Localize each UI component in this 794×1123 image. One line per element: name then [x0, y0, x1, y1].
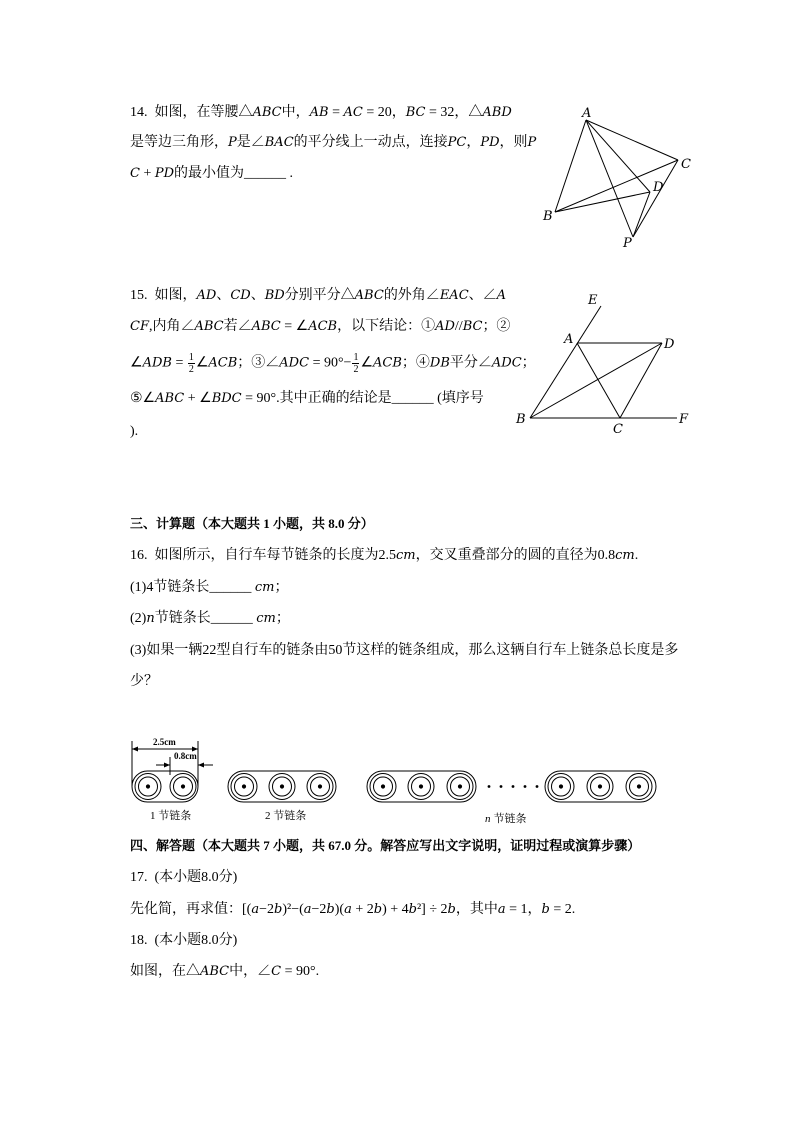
section-answer-heading: 四、解答题（本大题共 7 小题，共 67.0 分。解答应写出文字说明，证明过程或演算步骤） — [130, 838, 641, 853]
text-segment: 17. (本小题8.0分) — [130, 870, 238, 885]
math-segment: b — [541, 902, 550, 917]
vertex-label-c: C — [681, 157, 691, 172]
text-segment: ； — [274, 580, 289, 595]
math-segment: a — [303, 902, 312, 917]
problem-16-line-5 — [130, 672, 158, 692]
problem-18-line-1 — [130, 931, 237, 951]
arrowhead-left — [132, 747, 138, 752]
problem-15-line-2 — [130, 317, 510, 337]
math-segment: b — [373, 902, 383, 917]
n-links-caption — [485, 811, 527, 825]
n-links-caption-text: 节链条 — [493, 813, 527, 825]
math-segment: ABC — [354, 288, 384, 303]
text-segment: ∠ — [195, 355, 209, 371]
math-segment: CF — [130, 319, 149, 334]
fraction-numerator: 1 — [353, 352, 359, 363]
text-segment: 、 — [216, 288, 231, 303]
roller-pin — [598, 785, 601, 788]
math-segment: b — [408, 902, 417, 917]
math-segment: P — [228, 135, 237, 150]
two-links-caption: 2 节链条 — [265, 810, 307, 822]
problem-14-triangle-figure — [535, 100, 695, 252]
math-segment: ABC — [155, 391, 185, 406]
math-segment: ADC — [279, 355, 310, 371]
problem-15-line-4 — [130, 389, 484, 409]
math-segment: AD — [435, 319, 455, 334]
problem-18-line-2 — [130, 962, 319, 982]
chain-roller — [231, 774, 257, 800]
text-segment: = 1， — [505, 902, 542, 917]
segment-ac — [577, 343, 620, 418]
math-segment: ADB — [142, 355, 172, 371]
math-segment: ABC — [252, 105, 282, 120]
text-segment: ⑤∠ — [130, 391, 156, 406]
text-segment: 18. (本小题8.0分) — [130, 933, 238, 948]
problem-16-line-1 — [130, 546, 638, 566]
fraction-numerator: 1 — [188, 352, 194, 363]
math-segment: b — [274, 902, 283, 917]
chain-1-link-outline — [132, 771, 198, 802]
point-label-d: D — [664, 337, 675, 352]
text-segment: 分别平分△ — [284, 288, 355, 303]
chain-roller — [370, 774, 396, 800]
text-segment: 、 — [250, 288, 265, 303]
math-segment: A — [496, 288, 507, 303]
problem-15-line-5 — [130, 422, 138, 442]
text-segment: ,内角∠ — [148, 319, 195, 334]
math-segment: BDC — [211, 391, 242, 406]
text-segment: −2 — [311, 902, 327, 917]
problem-14-line-2 — [130, 133, 536, 153]
ellipsis-dot — [512, 785, 515, 788]
point-label-e: E — [588, 293, 598, 308]
math-segment: ABC — [200, 964, 230, 979]
text-segment: 是等边三角形， — [130, 135, 228, 150]
roller-pin — [419, 785, 422, 788]
text-segment: 、∠ — [468, 288, 497, 303]
text-segment: ∠ — [130, 355, 143, 371]
text-segment: 的平分线上一动点，连接 — [293, 135, 448, 150]
fraction-denominator: 2 — [353, 364, 359, 375]
chain-roller — [307, 774, 333, 800]
math-segment: n — [146, 611, 155, 626]
text-segment: ；③∠ — [237, 355, 280, 371]
text-segment: + — [139, 166, 155, 181]
math-segment: a — [344, 902, 352, 917]
math-segment: BAC — [264, 135, 294, 150]
chain-roller — [548, 774, 574, 800]
math-segment: b — [447, 902, 456, 917]
point-label-a: A — [564, 332, 574, 347]
chain-roller — [269, 774, 295, 800]
roller-diameter-label: 0.8cm — [174, 751, 197, 761]
text-segment: 先化简，再求值：[( — [130, 902, 252, 917]
text-segment: 中， — [281, 105, 310, 120]
math-segment: ABC — [194, 319, 224, 334]
problem-14-line-1 — [130, 103, 512, 123]
math-segment: cm — [254, 580, 275, 595]
one-link-caption: 1 节链条 — [150, 810, 192, 822]
fraction — [352, 352, 359, 375]
ellipsis-dot — [524, 785, 527, 788]
math-segment: ABC — [251, 319, 281, 334]
problem-16-line-3 — [130, 609, 290, 629]
segment-pc — [633, 160, 678, 237]
text-segment: = — [328, 105, 344, 120]
point-label-f: F — [679, 412, 689, 427]
math-segment: cm — [396, 548, 416, 563]
ellipsis-dot — [536, 785, 539, 788]
problem-15-angle-bisector-figure — [510, 285, 700, 437]
text-segment: (2) — [130, 611, 147, 626]
math-segment: PD — [480, 135, 500, 150]
math-segment: ACB — [308, 319, 338, 334]
problem-17-line-2 — [130, 900, 575, 920]
ellipsis-dot — [500, 785, 503, 788]
chain-roller — [626, 774, 652, 800]
text-segment: )( — [334, 902, 345, 917]
text-segment: ；④ — [401, 355, 430, 371]
problem-14-line-3 — [130, 164, 293, 184]
text-segment: (3)如果一辆22型自行车的链条由50节这样的链条组成，那么这辆自行车上链条总长度是多 — [130, 643, 679, 658]
chain-roller — [408, 774, 434, 800]
text-segment: // — [454, 319, 463, 334]
text-segment: (1)4节链条长______ — [130, 580, 255, 595]
text-segment: 14. 如图，在等腰△ — [130, 105, 253, 120]
problem-15-line-3 — [130, 352, 536, 375]
text-segment: = 90°− — [309, 355, 352, 371]
problem-15-line-1 — [130, 286, 506, 306]
chain-roller — [447, 774, 473, 800]
roller-pin — [381, 785, 384, 788]
text-segment: 中，∠ — [229, 964, 272, 979]
arrowhead-diameter-right — [198, 763, 204, 768]
fraction — [188, 352, 195, 375]
roller-pin — [559, 785, 562, 788]
text-segment: . — [634, 548, 639, 563]
segment-cd — [620, 343, 662, 418]
math-segment: ADC — [491, 355, 522, 371]
text-segment: = 90°.其中正确的结论是______ (填序号 — [241, 391, 484, 406]
vertex-label-b: B — [543, 209, 553, 224]
point-label-c: C — [613, 422, 623, 437]
text-segment: = 90°. — [281, 964, 320, 979]
text-segment: ，以下结论：① — [337, 319, 436, 334]
text-segment: ， — [466, 135, 481, 150]
math-segment: AB — [309, 105, 329, 120]
text-segment: = 2. — [549, 902, 576, 917]
roller-pin — [280, 785, 283, 788]
bicycle-chain-figure — [125, 735, 670, 830]
text-segment: 16. 如图所示，自行车每节链条的长度为2.5 — [130, 548, 396, 563]
arrowhead-diameter-left — [164, 763, 170, 768]
math-segment: EAC — [439, 288, 469, 303]
problem-16-line-2 — [130, 578, 288, 598]
text-segment: = 20， — [362, 105, 406, 120]
segment-ab — [555, 120, 586, 212]
text-segment: 少？ — [130, 674, 158, 689]
vertex-label-d: D — [653, 180, 664, 195]
roller-pin — [181, 785, 184, 788]
roller-pin — [458, 785, 461, 788]
text-segment: 平分∠ — [449, 355, 492, 371]
text-segment: −2 — [259, 902, 274, 917]
text-segment: 如图，在△ — [130, 964, 200, 979]
n-variable: n — [485, 813, 491, 825]
text-segment: 若∠ — [223, 319, 252, 334]
vertex-label-a: A — [582, 106, 592, 121]
ellipsis-dots — [488, 785, 539, 788]
segment-bd — [530, 343, 662, 418]
text-segment: = — [171, 355, 187, 371]
text-segment: 的最小值为______ . — [174, 166, 294, 181]
math-segment: BC — [405, 105, 426, 120]
ray-be — [530, 306, 601, 418]
chain-roller — [135, 774, 161, 800]
problem-16-line-4 — [130, 641, 678, 661]
text-segment: 15. 如图， — [130, 288, 197, 303]
text-segment: ； — [521, 355, 536, 371]
text-segment: 是∠ — [236, 135, 265, 150]
math-segment: b — [326, 902, 335, 917]
math-segment: ABD — [482, 105, 512, 120]
problem-17-line-1 — [130, 868, 237, 888]
segment-bd — [555, 192, 650, 212]
chain-roller — [170, 774, 196, 800]
link-length-label: 2.5cm — [153, 737, 176, 747]
text-segment: ). — [130, 424, 139, 439]
math-segment: AD — [196, 288, 217, 303]
text-segment: = ∠ — [280, 319, 309, 334]
math-segment: C — [130, 166, 140, 181]
math-segment: C — [271, 964, 282, 979]
roller-pin — [146, 785, 149, 788]
fraction-denominator: 2 — [188, 364, 194, 375]
text-segment: ；② — [482, 319, 511, 334]
math-segment: BC — [462, 319, 483, 334]
text-segment: = 32，△ — [425, 105, 483, 120]
text-segment: ，其中 — [455, 902, 498, 917]
chain-roller — [587, 774, 613, 800]
segment-pd — [633, 192, 650, 237]
text-segment: 的外角∠ — [383, 288, 440, 303]
math-segment: a — [497, 902, 506, 917]
math-segment: PD — [154, 166, 175, 181]
text-segment: ) + 4 — [382, 902, 409, 917]
math-segment: cm — [615, 548, 635, 563]
text-segment: )²−( — [282, 902, 304, 917]
text-segment: + 2 — [351, 902, 374, 917]
roller-pin — [637, 785, 640, 788]
roller-pin — [318, 785, 321, 788]
math-segment: cm — [256, 611, 276, 626]
segment-ad — [586, 120, 650, 192]
vertex-label-p: P — [623, 236, 632, 251]
text-segment: ，则 — [499, 135, 528, 150]
section-calc-heading: 三、计算题（本大题共 1 小题，共 8.0 分） — [130, 516, 374, 531]
text-segment: ∠ — [360, 355, 374, 371]
math-segment: a — [251, 902, 260, 917]
math-segment: DB — [429, 355, 450, 371]
text-segment: ； — [275, 611, 290, 626]
text-segment: ²] ÷ 2 — [416, 902, 448, 917]
roller-pin — [242, 785, 245, 788]
math-segment: ACB — [208, 355, 238, 371]
point-label-b: B — [516, 412, 526, 427]
text-segment: + ∠ — [184, 391, 212, 406]
math-segment: AC — [343, 105, 363, 120]
math-segment: BD — [264, 288, 285, 303]
text-segment: 节链条长______ — [154, 611, 257, 626]
math-segment: P — [527, 135, 537, 150]
math-segment: ACB — [373, 355, 402, 371]
text-segment: ，交叉重叠部分的圆的直径为0.8 — [415, 548, 616, 563]
math-segment: CD — [230, 288, 251, 303]
ellipsis-dot — [488, 785, 491, 788]
math-segment: PC — [447, 135, 467, 150]
